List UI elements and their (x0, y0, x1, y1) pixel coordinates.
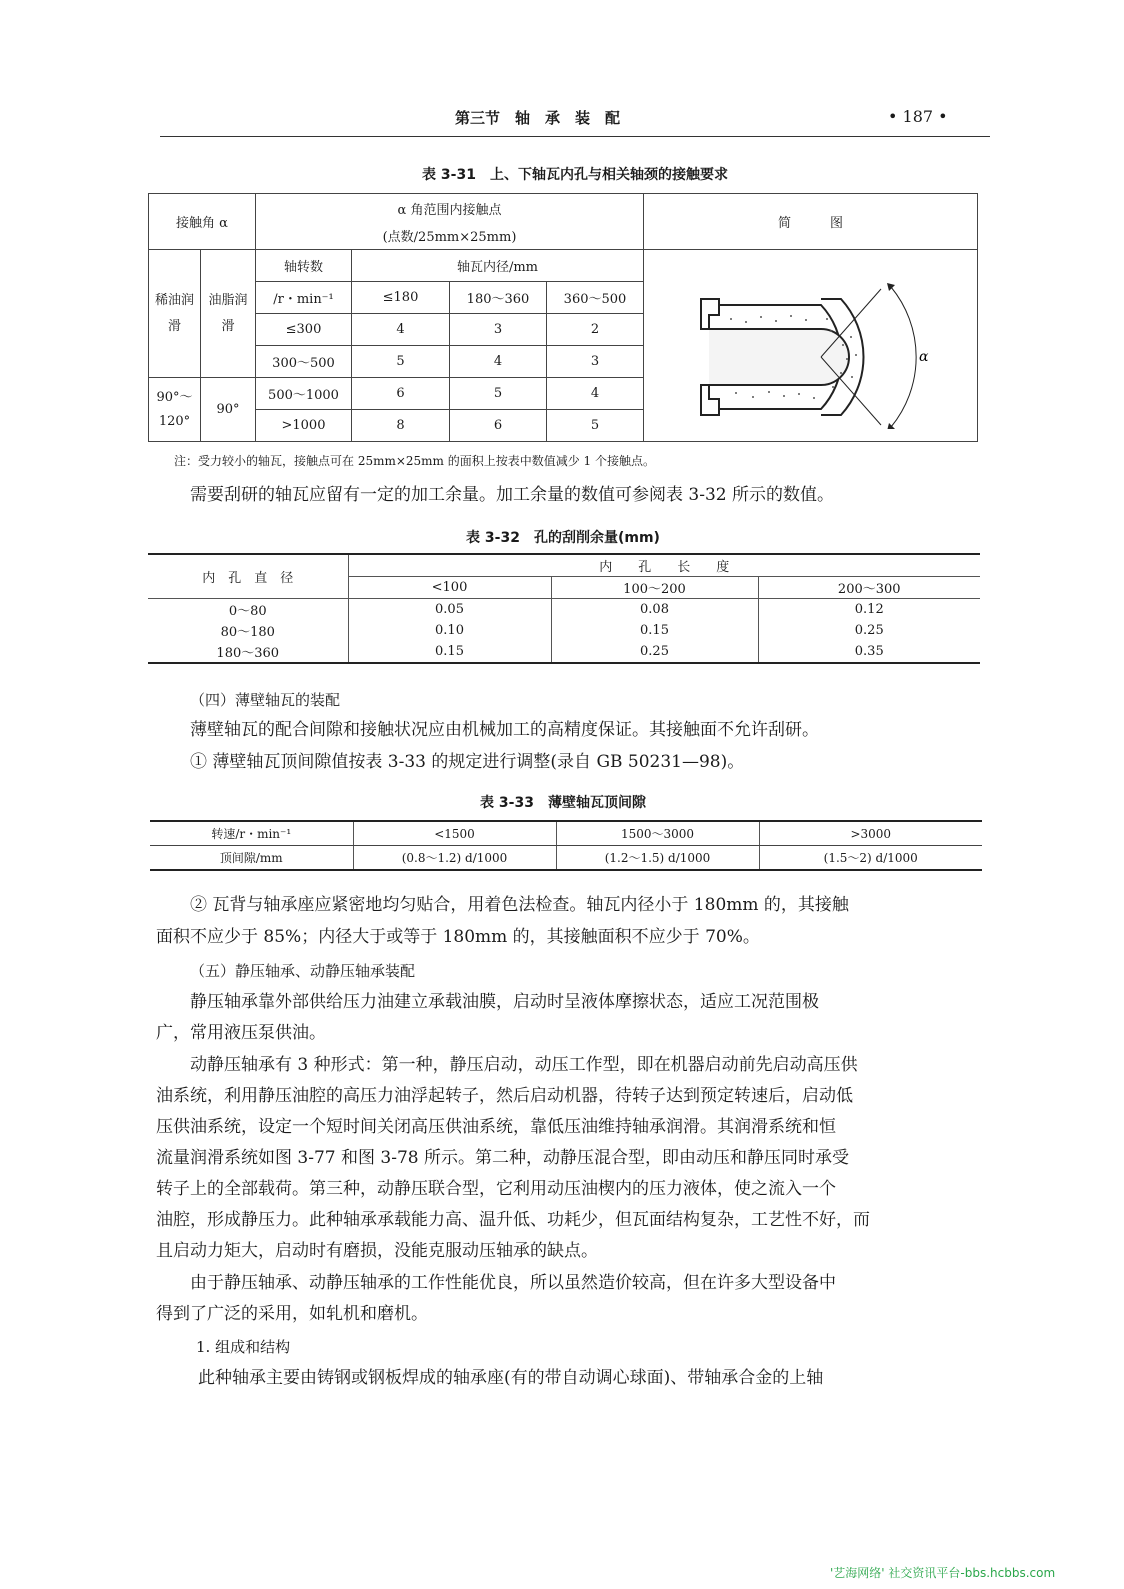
t31-h-speed-unit: /r・min⁻¹ (256, 282, 352, 314)
sec4-p3-line2: 面积不应少于 85%；内径大于或等于 180mm 的，其接触面积不应少于 70%。 (156, 927, 760, 947)
t32-cell: 0.15 (348, 641, 551, 663)
t31-cell: 5 (547, 410, 644, 442)
sec5-p2-line: 油腔，形成静压力。此种轴承承载能力高、温升低、功耗少，但瓦面结构复杂，工艺性不好，而 (156, 1210, 870, 1230)
sec5-p1-line1: 静压轴承靠外部供给压力油建立承载油膜，启动时呈液体摩擦状态，适应工况范围极 (190, 992, 819, 1012)
t32-d: 0～80 (148, 599, 348, 621)
t33-r1-cell: >3000 (759, 821, 982, 846)
sec5-p2-line: 且启动力矩大，启动时有磨损，没能克服动压轴承的缺点。 (156, 1241, 598, 1261)
bearing-shell-diagram (651, 259, 971, 429)
t33-r2-label: 顶间隙/mm (150, 846, 353, 871)
t31-cell: 6 (352, 378, 450, 410)
t31-h-contact-1: α 角范围内接触点 (256, 194, 644, 223)
t31-cell: 3 (547, 346, 644, 378)
sec5-heading: （五）静压轴承、动静压轴承装配 (190, 962, 416, 980)
sec5-p1-line2: 广，常用液压泵供油。 (156, 1023, 326, 1043)
t31-d-col: ≤180 (352, 282, 450, 314)
t33-r2-cell: (1.2～1.5) d/1000 (556, 846, 759, 871)
t32-col: <100 (348, 577, 551, 599)
t32-cell: 0.25 (551, 641, 758, 663)
t31-diagram-cell (644, 250, 978, 442)
sec5-p3-line2: 得到了广泛的采用，如轧机和磨机。 (156, 1304, 428, 1324)
table31-note: 注：受力较小的轴瓦，接触点可在 25mm×25mm 的面积上按表中数值减少 1 个接触点。 (174, 454, 656, 468)
t31-cell: 3 (450, 314, 547, 346)
diagram-alpha-label: α (918, 348, 928, 365)
sec4-p1: 薄壁轴瓦的配合间隙和接触状况应由机械加工的高精度保证。其接触面不允许刮研。 (190, 720, 819, 740)
t31-d-col: 180～360 (450, 282, 547, 314)
sub1-heading: 1. 组成和结构 (196, 1338, 291, 1356)
t32-cell: 0.05 (348, 599, 551, 621)
t32-cell: 0.08 (551, 599, 758, 621)
t32-cell: 0.10 (348, 620, 551, 641)
t31-h-angle: 接触角 α (149, 194, 256, 250)
sec5-p2-line: 压供油系统，设定一个短时间关闭高压供油系统，靠低压油维持轴承润滑。其润滑系统和恒 (156, 1117, 836, 1137)
t32-d: 180～360 (148, 641, 348, 663)
watermark: '艺海网络' 社交资讯平台-bbs.hcbbs.com (830, 1566, 1056, 1580)
running-header-section: 第三节 轴 承 装 配 (455, 109, 621, 127)
t32-cell: 0.35 (758, 641, 980, 663)
t31-angle: 90°～120° (149, 378, 201, 442)
t31-h-diagram: 简 图 (644, 194, 978, 250)
t32-col: 200～300 (758, 577, 980, 599)
sub1-p1: 此种轴承主要由铸钢或钢板焊成的轴承座(有的带自动调心球面)、带轴承合金的上轴 (198, 1368, 824, 1388)
table33 (150, 820, 982, 871)
t31-cell: 4 (352, 314, 450, 346)
t32-h-length: 内 孔 长 度 (348, 554, 980, 577)
table33-caption: 表 3-33 薄壁轴瓦顶间隙 (480, 795, 646, 811)
t31-d-col: 360～500 (547, 282, 644, 314)
t33-r2-cell: (0.8～1.2) d/1000 (353, 846, 556, 871)
t31-angle: 90° (201, 378, 256, 442)
sec5-p2-line: 油系统，利用静压油腔的高压力油浮起转子，然后启动机器，待转子达到预定转速后，启动低 (156, 1086, 853, 1106)
sec4-p2: ① 薄壁轴瓦顶间隙值按表 3-33 的规定进行调整(录自 GB 50231—98)。 (190, 752, 745, 772)
t31-cell: 5 (450, 378, 547, 410)
t33-r1-cell: 1500～3000 (556, 821, 759, 846)
t31-h-speed: 轴转数 (256, 250, 352, 282)
t31-speed: ≤300 (256, 314, 352, 346)
t33-r2-cell: (1.5～2) d/1000 (759, 846, 982, 871)
t31-cell: 6 (450, 410, 547, 442)
t32-cell: 0.12 (758, 599, 980, 621)
header-rule (160, 136, 990, 137)
t31-h-diameter: 轴瓦内径/mm (352, 250, 644, 282)
para1: 需要刮研的轴瓦应留有一定的加工余量。加工余量的数值可参阅表 3-32 所示的数值。 (190, 485, 834, 505)
t31-cell: 4 (450, 346, 547, 378)
t32-h-diameter: 内 孔 直 径 (148, 554, 348, 599)
t33-r1-label: 转速/r・min⁻¹ (150, 821, 353, 846)
table32-caption: 表 3-32 孔的刮削余量(mm) (466, 530, 660, 546)
t31-h-lube-grease: 油脂润滑 (201, 250, 256, 378)
t31-h-contact-2: (点数/25mm×25mm) (256, 222, 644, 250)
t32-cell: 0.25 (758, 620, 980, 641)
t31-speed: 300～500 (256, 346, 352, 378)
t31-speed: >1000 (256, 410, 352, 442)
t31-cell: 2 (547, 314, 644, 346)
t33-r1-cell: <1500 (353, 821, 556, 846)
table31-caption: 表 3-31 上、下轴瓦内孔与相关轴颈的接触要求 (422, 167, 728, 183)
t32-d: 80～180 (148, 620, 348, 641)
t32-col: 100～200 (551, 577, 758, 599)
sec4-heading: （四）薄壁轴瓦的装配 (190, 691, 341, 709)
sec5-p2-line: 动静压轴承有 3 种形式：第一种，静压启动，动压工作型，即在机器启动前先启动高压供 (190, 1055, 858, 1075)
t31-cell: 5 (352, 346, 450, 378)
sec4-p3-line1: ② 瓦背与轴承座应紧密地均匀贴合，用着色法检查。轴瓦内径小于 180mm 的，其接触 (190, 895, 849, 915)
table32 (148, 553, 980, 664)
sec5-p2-line: 流量润滑系统如图 3-77 和图 3-78 所示。第二种，动静压混合型，即由动压和静压同时承受 (156, 1148, 849, 1168)
t31-cell: 4 (547, 378, 644, 410)
sec5-p2-line: 转子上的全部载荷。第三种，动静压联合型，它利用动压油楔内的压力液体，使之流入一个 (156, 1179, 836, 1199)
t31-cell: 8 (352, 410, 450, 442)
sec5-p3-line1: 由于静压轴承、动静压轴承的工作性能优良，所以虽然造价较高，但在许多大型设备中 (190, 1273, 836, 1293)
table31 (148, 193, 978, 442)
t32-cell: 0.15 (551, 620, 758, 641)
page-number: • 187 • (888, 107, 948, 126)
t31-h-lube-oil: 稀油润滑 (149, 250, 201, 378)
t31-speed: 500～1000 (256, 378, 352, 410)
